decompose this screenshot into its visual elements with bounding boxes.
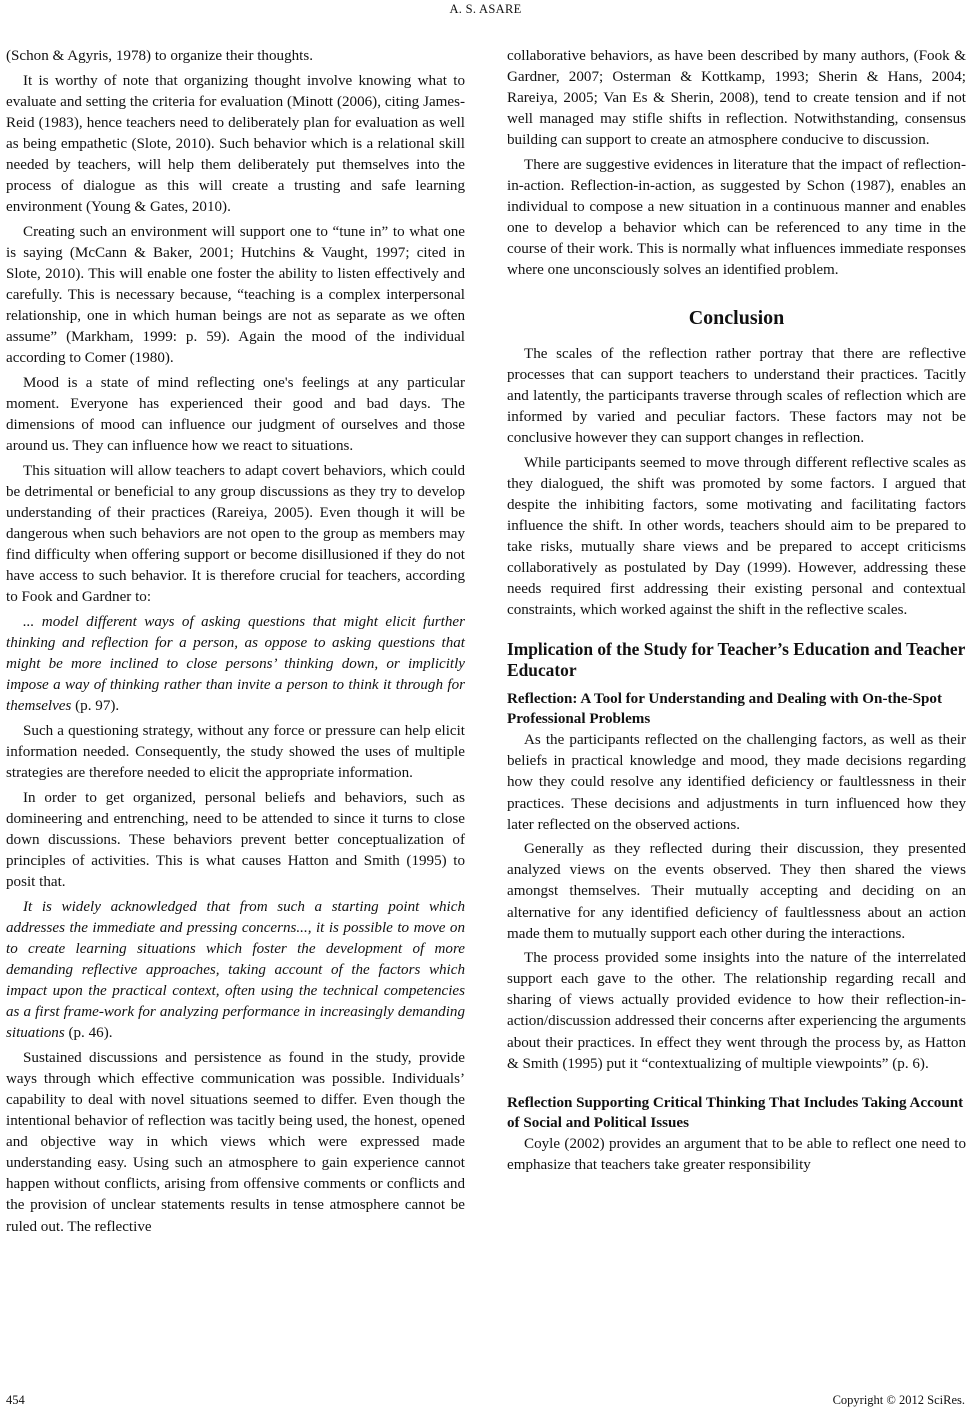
paragraph: The scales of the reflection rather portray that there are reflective processes that can support teachers to understand their practices. Tacitly and latently, the participants traverse through scales of reflection which are informed by varied and peculiar factors. These factors may not be conclusive however they can support changes in reflection. [507, 345, 966, 446]
paragraph: collaborative behaviors, as have been described by many authors, (Fook & Gardner, 2007; Osterman & Kottkamp, 1993; Sherin & Hans, 2004; Rareiya, 2005; Van Es & Sherin, 2008), tend to create tension and if not well managed may stifle shifts in reflection. Notwithstanding, consensus building can support to create an atmosphere conducive to discussion. [507, 48, 966, 149]
paragraph: While participants seemed to move through different reflective scales as they dialogued, the shift was promoted by some factors. I argued that despite the inhibiting factors, some motivating and facilitating factors influence the shift. In other words, teachers should aim to be prepared to take risks, mutually share views and be prepared to accept criticisms collaboratively as postulated by Day (1999). However, addressing these needs required first addressing their existing personal and contextual constraints, which worked against the shift in the reflective scales. [507, 454, 966, 619]
section-heading: Implication of the Study for Teacher’s Education and Teacher Educator [507, 639, 965, 681]
paragraph: (Schon & Agyris, 1978) to organize their thoughts. [6, 48, 314, 64]
paragraph: In order to get organized, personal beliefs and behaviors, such as domineering and entrenching, need to be attended to since it turns to close down discussions. These behaviors prevent better conceptualization of principles of activities. This is what causes Hatton and Smith (1995) to posit that. [6, 789, 465, 891]
running-header: A. S. ASARE [449, 2, 522, 16]
paragraph: There are suggestive evidences in literature that the impact of reflection-in-action. Reflection-in-action, as suggested by Schon (1987), enables an individual to compose a new situation in a continuous manner and enables one to develop a behavior which can be referenced to any time in the course of their work. This is normally what influences immediate responses where one unconsciously solves an identified problem. [507, 156, 966, 279]
left-column [6, 46, 465, 1241]
paragraph: It is worthy of note that organizing thought involve knowing what to evaluate and setting the criteria for evaluation (Minott (2006), citing James-Reid (1983), hence teachers need to deliberately plan for evaluation as well as being empathetic (Slote, 2010). Such behavior which is a relational skill needed by teachers, will help them deliberately put themselves into the process of dialogue as this will create a trusting and safe learning environment (Young & Gates, 2010). [6, 72, 465, 216]
right-column [507, 46, 966, 1179]
subsection-heading: Reflection Supporting Critical Thinking That Includes Taking Account of Social and Political Issues [507, 1094, 964, 1131]
paragraph: As the participants reflected on the challenging factors, as well as their beliefs in practical knowledge and mood, they made decisions regarding how they could resolve any identified deficiency or faultlessness in their practices. These decisions and adjustments in turn influenced how they later reflected on the observed actions. [507, 732, 966, 833]
copyright-notice: Copyright © 2012 SciRes. [832, 1393, 965, 1407]
block-quote: It is widely acknowledged that from such a starting point which addresses the immediate and pressing concerns..., it is possible to move on to create learning situations which foster the development of more demanding reflective approaches, taking account of the factors which impact upon the practical context, often using the technical competencies as a first frame-work for analyzing performance in increasingly demanding situations (p. 46). [6, 898, 465, 1042]
paragraph: This situation will allow teachers to adapt covert behaviors, which could be detrimental or beneficial to any group discussions as they try to develop understanding of their practices (Rareiya, 2005). Even though it will be dangerous when such behaviors are not open to the group as members may find difficulty when offering support or become disillusioned if they do not have access to such behavior. It is therefore crucial for teachers, according to Fook and Gardner to: [6, 462, 465, 606]
paragraph: Generally as they reflected during their discussion, they presented analyzed views on the events observed. They then shared the views amongst themselves. Their mutually accepting and deciding on an alternative for any identified deficiency of faultlessness about an action made them to mutually support each other during the interactions. [507, 841, 966, 942]
subsection-heading: Reflection: A Tool for Understanding and Dealing with On-the-Spot Professional Problems [507, 691, 942, 728]
paragraph: Sustained discussions and persistence as found in the study, provide ways through which effective communication was possible. Individuals’ capability to deal with novel situations seemed to differ. Even though the intentional behavior of reflection was tacitly being used, the honest, opened and objective way in which views which were expressed made understanding easy. Using such an atmosphere to gain experience cannot happen without conflicts, arising from offensive comments or conflicts and the provision of unclear statements results in tense atmosphere cannot be ruled out. The reflective [6, 1049, 465, 1235]
quote-citation: (p. 97). [75, 698, 120, 715]
paragraph: Mood is a state of mind reflecting one's feelings at any particular moment. Everyone has experienced their good and bad days. The dimensions of mood can influence our judgment of ourselves and those around us. They can influence how we react to situations. [6, 374, 465, 455]
paragraph: Coyle (2002) provides an argument that to be able to reflect one need to emphasize that teachers take greater responsibility [507, 1135, 966, 1173]
section-heading: Conclusion [688, 306, 785, 329]
paragraph: Creating such an environment will support one to “tune in” to what one is saying (McCann & Baker, 2001; Hutchins & Vaught, 1997; cited in Slote, 2010). This will enable one foster the ability to listen effectively and carefully. This is necessary because, “teaching is a complex interpersonal relationship, one in which human beings are not as separate as we often assume” (Markham, 1999: p. 59). Again the mood of the individual according to Comer (1980). [6, 223, 465, 367]
paragraph: The process provided some insights into the nature of the interrelated support each gave to the other. The relationship regarding recall and sharing of views actually provided evidence to how their reflection-in-action/discussion addressed their concerns after experiencing the arguments about their practices. In effect they went through the process by, as Hatton & Smith (1995) put it “contextualizing of multiple viewpoints” (p. 6). [507, 950, 966, 1072]
quote-citation: (p. 46). [68, 1025, 113, 1042]
block-quote: ... model different ways of asking questions that might elicit further thinking and reflection for a person, as oppose to asking questions that might be more inclined to close persons’ thinking down, or implicitly impose a way of thinking rather than invite a person to think it through for themselves (p. 97). [6, 613, 465, 715]
page-number: 454 [6, 1393, 25, 1407]
paragraph: Such a questioning strategy, without any force or pressure can help elicit information needed. Consequently, the study showed the uses of multiple strategies are therefore needed to elicit the appropriate information. [6, 722, 465, 782]
